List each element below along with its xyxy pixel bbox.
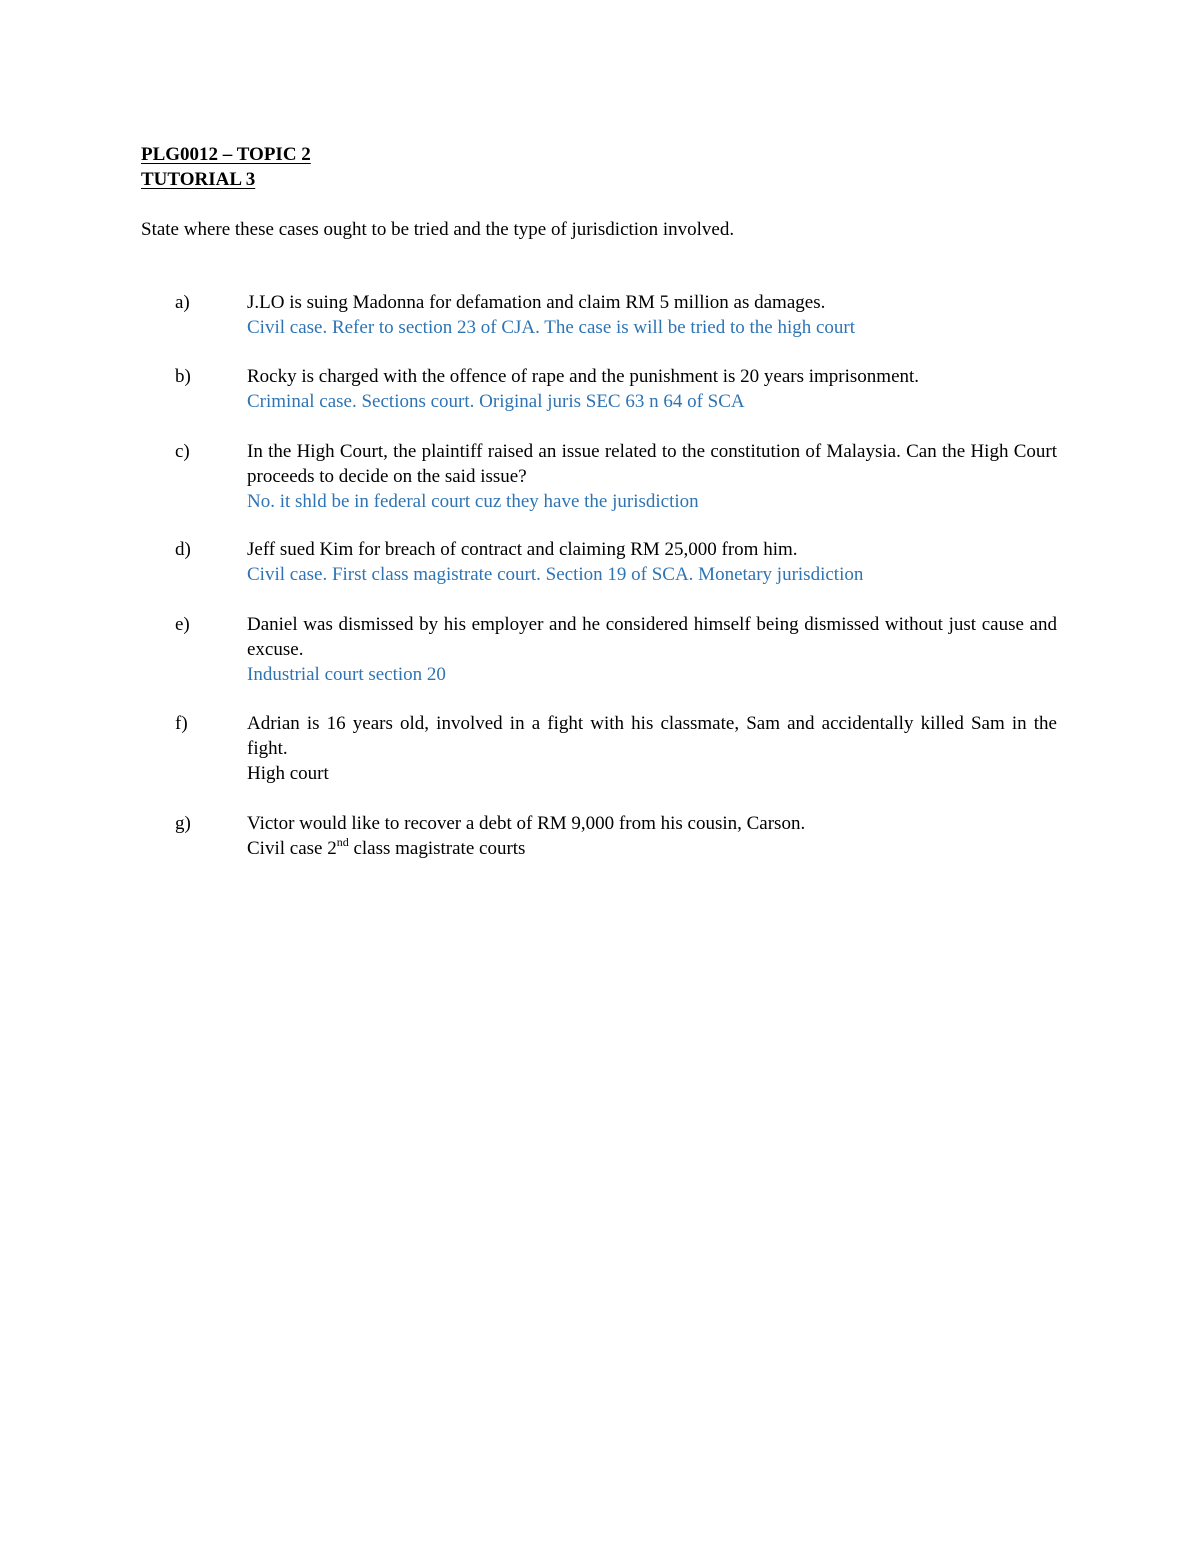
question-item-f [141, 711, 1057, 786]
answer-text: Civil case. First class magistrate court. Section 19 of SCA. Monetary jurisdiction [247, 564, 864, 585]
question-item-g [141, 811, 1057, 861]
course-topic-heading: PLG0012 – TOPIC 2 [141, 144, 311, 165]
question-text: J.LO is suing Madonna for defamation and claim RM 5 million as damages. [247, 292, 826, 313]
tutorial-heading: TUTORIAL 3 [141, 169, 256, 190]
question-text: Victor would like to recover a debt of RM 9,000 from his cousin, Carson. [247, 813, 806, 834]
instruction-text: State where these cases ought to be tried and the type of jurisdiction involved. [141, 219, 735, 240]
answer-suffix: class magistrate courts [348, 838, 526, 859]
answer-text [247, 836, 1057, 861]
answer-text: Criminal case. Sections court. Original juris SEC 63 n 64 of SCA [247, 391, 745, 412]
question-label: a) [175, 292, 190, 313]
question-text: Jeff sued Kim for breach of contract and claiming RM 25,000 from him. [247, 539, 798, 560]
document-header [141, 142, 311, 192]
question-item-d [141, 537, 1057, 587]
question-text: Rocky is charged with the offence of rape and the punishment is 20 years imprisonment. [247, 366, 920, 387]
answer-text: High court [247, 763, 329, 784]
question-text: Adrian is 16 years old, involved in a fight with his classmate, Sam and accidentally killed Sam in the fight. [247, 713, 1057, 759]
question-label: f) [175, 713, 188, 734]
answer-text: Industrial court section 20 [247, 664, 446, 685]
ordinal-superscript: nd [336, 834, 349, 849]
question-item-b [141, 364, 1057, 414]
answer-text: No. it shld be in federal court cuz they have the jurisdiction [247, 491, 699, 512]
question-label: d) [175, 539, 191, 560]
question-item-c [141, 439, 1057, 514]
question-item-e [141, 612, 1057, 687]
question-label: c) [175, 441, 190, 462]
question-item-a [141, 290, 1057, 340]
question-text: Daniel was dismissed by his employer and he considered himself being dismissed without just cause and excuse. [247, 614, 1057, 660]
answer-text: Civil case. Refer to section 23 of CJA. The case is will be tried to the high court [247, 317, 856, 338]
question-label: g) [175, 813, 191, 834]
question-label: b) [175, 366, 191, 387]
question-text: In the High Court, the plaintiff raised an issue related to the constitution of Malaysia. Can the High Court proceeds to decide on the said issue? [247, 441, 1057, 487]
question-label: e) [175, 614, 190, 635]
answer-prefix: Civil case 2 [247, 838, 337, 859]
